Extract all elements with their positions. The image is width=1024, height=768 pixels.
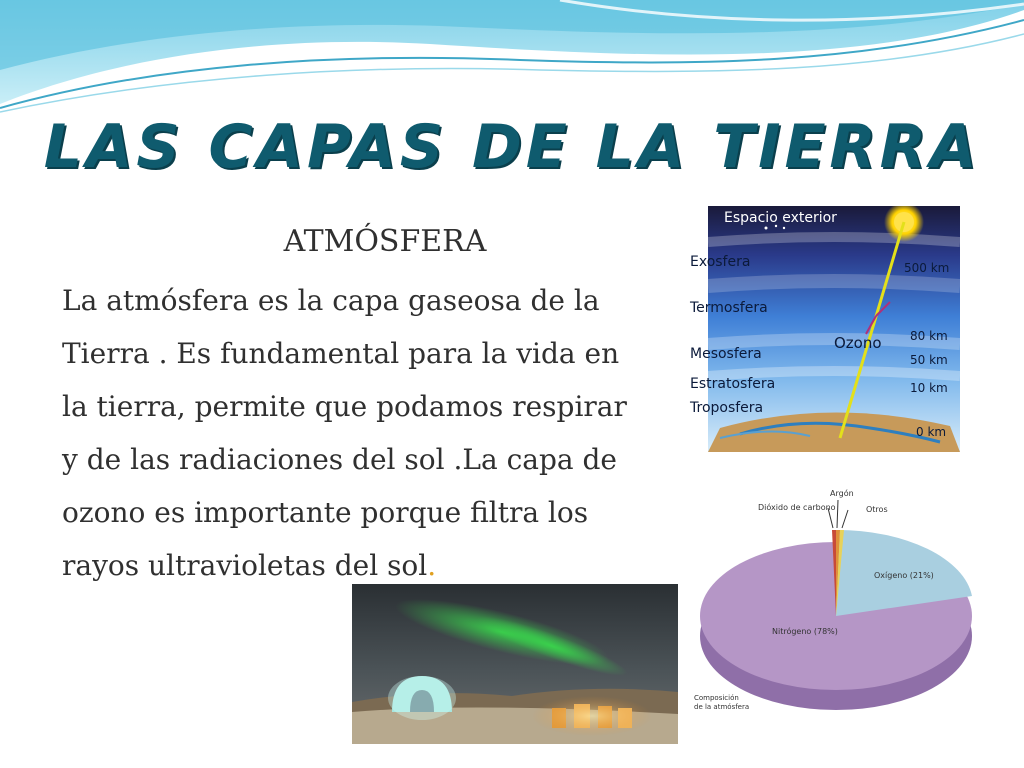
paragraph-line: ozono es importante porque filtra los xyxy=(62,496,589,529)
pie-label-nitrogen: Nitrógeno (78%) xyxy=(772,627,838,636)
atmos-layer-label: Mesosfera xyxy=(690,346,762,362)
atmos-layer-label: Exosfera xyxy=(690,254,751,270)
atmos-altitude-label: 10 km xyxy=(910,381,948,395)
paragraph-line: Tierra . Es fundamental para la vida en xyxy=(62,337,620,370)
paragraph-line: la tierra, permite que podamos respirar xyxy=(62,390,627,423)
aurora-igloo-photo xyxy=(352,584,678,744)
pie-caption-line1: Composición xyxy=(694,694,739,702)
pie-label-argon: Argón xyxy=(830,489,854,498)
composition-pie-chart xyxy=(688,486,984,718)
pie-label-co2: Dióxido de carbono xyxy=(758,503,836,512)
paragraph-line: La atmósfera es la capa gaseosa de la xyxy=(62,284,600,317)
atmos-altitude-label: 500 km xyxy=(904,261,950,275)
atmos-layer-label: Termosfera xyxy=(690,300,768,316)
paragraph-end-mark: . xyxy=(427,549,437,582)
header-wave-decoration xyxy=(0,0,1024,120)
atmos-altitude-label: 50 km xyxy=(910,353,948,367)
paragraph-line: y de las radiaciones del sol .La capa de xyxy=(62,443,617,476)
pie-label-oxygen: Oxígeno (21%) xyxy=(874,571,934,580)
section-subtitle: ATMÓSFERA xyxy=(283,224,487,259)
atmos-layer-label: Troposfera xyxy=(690,400,764,416)
atmos-altitude-label: 80 km xyxy=(910,329,948,343)
atmos-label-space: Espacio exterior xyxy=(724,210,837,226)
atmosphere-layers-diagram xyxy=(680,206,960,452)
atmos-ozone-label: Ozono xyxy=(834,334,882,352)
paragraph-line-text: rayos ultravioletas del sol xyxy=(62,549,428,582)
pie-caption-line2: de la atmósfera xyxy=(694,703,750,711)
paragraph-text xyxy=(62,274,692,592)
atmos-layer-label: Estratosfera xyxy=(690,376,776,392)
pie-label-others: Otros xyxy=(866,505,888,514)
page-title: LAS CAPAS DE LA TIERRA xyxy=(43,112,981,182)
atmos-altitude-label: 0 km xyxy=(916,425,947,439)
